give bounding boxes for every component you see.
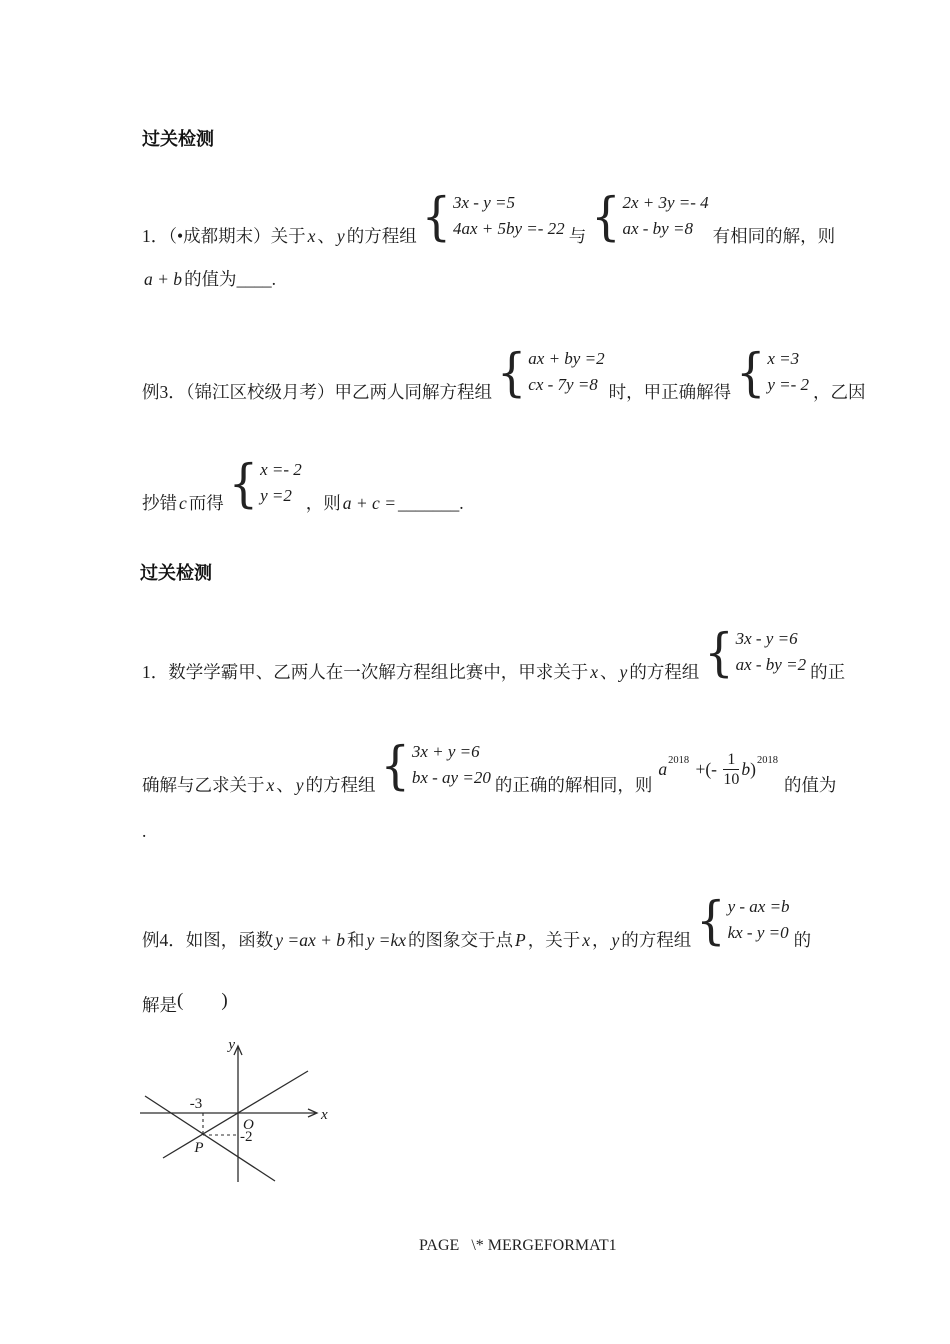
line-y-equals-kx <box>163 1071 308 1158</box>
equation-row: y =2 <box>260 486 292 505</box>
text-run: 、 <box>276 775 294 795</box>
math-var-x: x <box>590 662 599 682</box>
text-run: 的方程组 <box>346 226 417 246</box>
example3-line2 <box>142 452 464 515</box>
text-run: 而得 <box>188 493 224 513</box>
fraction-numerator: 1 <box>723 750 739 770</box>
text-run: 1．数学学霸甲、乙两人在一次解方程组比赛中，甲求关于 <box>142 662 589 682</box>
math-var-a: a <box>658 759 668 779</box>
math-run: a + b <box>144 269 183 289</box>
x-axis-label: x <box>321 1107 328 1123</box>
equation-row: 4ax + 5by =- 22 <box>452 219 565 238</box>
text-run: 的值为 <box>184 269 237 289</box>
equation-row: ax - by =8 <box>622 219 693 238</box>
example3-line1 <box>142 341 866 404</box>
page-footer-field: PAGE \* MERGEFORMAT1 <box>419 1237 617 1254</box>
text-run: 和 <box>347 930 365 950</box>
text-run: 与 <box>568 226 587 246</box>
problem2-line3 <box>142 820 146 843</box>
answer-blank: ____ <box>236 269 272 289</box>
math-run: +(- <box>691 759 722 779</box>
equation-system-7 <box>380 734 491 796</box>
text-run: . <box>271 269 276 289</box>
equation-row: x =- 2 <box>260 460 302 479</box>
math-run: y =kx <box>366 930 407 950</box>
y-axis-label: y <box>228 1037 235 1053</box>
text-run: 、 <box>317 226 335 246</box>
power-expression <box>658 750 780 789</box>
equation-system-5 <box>228 452 302 514</box>
equation-row: ax - by =2 <box>735 655 807 674</box>
answer-parentheses: ( ) <box>177 990 228 1011</box>
text-run: ，乙因 <box>813 382 866 402</box>
text-run: 的方程组 <box>629 662 700 682</box>
math-var-y: y <box>619 662 628 682</box>
equation-row: x =3 <box>767 349 800 368</box>
x-coordinate-label: -3 <box>189 1096 203 1112</box>
example4-line1 <box>142 889 812 952</box>
equation-row: y =- 2 <box>767 375 810 394</box>
left-brace: { <box>228 452 259 514</box>
math-var-y: y <box>336 226 345 246</box>
text-run: ， <box>592 930 610 950</box>
equation-row: y - ax =b <box>727 897 790 916</box>
text-run: 例4．如图，函数 <box>142 930 274 950</box>
text-run: 1．（•成都期末）关于 <box>142 226 306 246</box>
text-run: 的方程组 <box>305 775 376 795</box>
left-brace: { <box>704 621 734 683</box>
text-run: 的图象交于点 <box>408 930 514 950</box>
left-brace: { <box>380 734 410 796</box>
y-coordinate-label: -2 <box>240 1129 253 1145</box>
left-brace: { <box>497 341 527 403</box>
text-run: 的方程组 <box>621 930 692 950</box>
equation-row: 3x - y =5 <box>452 193 515 212</box>
text-run: 解是 <box>142 995 177 1015</box>
line-y-equals-ax-plus-b <box>145 1096 275 1181</box>
fraction <box>723 750 739 789</box>
fraction-denominator: 10 <box>723 771 740 788</box>
answer-blank: _______ <box>398 493 460 513</box>
exponent: 2018 <box>756 755 778 766</box>
equation-system-6 <box>704 621 807 683</box>
text-run: . <box>142 821 147 841</box>
text-run: 的正 <box>810 662 846 682</box>
text-run: ，则 <box>305 493 341 513</box>
section-heading-2: 过关检测 <box>140 563 212 583</box>
text-run: 的值为 <box>783 775 837 795</box>
math-var-x: x <box>582 930 591 950</box>
origin-label: O <box>243 1117 254 1133</box>
equation-system-1 <box>421 185 565 247</box>
text-run: 的正确的解相同，则 <box>494 775 653 795</box>
math-var-x: x <box>266 775 275 795</box>
text-run: . <box>459 493 464 513</box>
section-heading-1: 过关检测 <box>142 129 214 149</box>
text-run: 时，甲正确解得 <box>608 382 732 402</box>
equation-row: kx - y =0 <box>727 923 789 942</box>
math-var-p: P <box>515 930 526 950</box>
math-run: a + c = <box>342 493 397 513</box>
text-run: 有相同的解，则 <box>712 226 836 246</box>
equation-row: 3x - y =6 <box>735 629 798 648</box>
problem2-line1 <box>142 621 846 684</box>
math-run: ) <box>750 759 756 779</box>
math-run: y =ax + b <box>275 930 346 950</box>
text-run: 抄错 <box>142 493 177 513</box>
equation-system-2 <box>591 185 709 247</box>
left-brace: { <box>421 185 451 247</box>
problem1-line2 <box>142 268 276 291</box>
math-var-b: b <box>741 759 751 779</box>
function-graph <box>132 1030 402 1205</box>
math-var-x: x <box>307 226 316 246</box>
math-var-y: y <box>611 930 620 950</box>
exponent: 2018 <box>668 755 690 766</box>
text-run: 确解与乙求关于 <box>142 775 265 795</box>
example4-line2 <box>142 990 228 1017</box>
math-var-c: c <box>179 493 187 513</box>
problem2-line2 <box>142 734 837 797</box>
equation-row: 2x + 3y =- 4 <box>622 193 709 212</box>
equation-row: cx - 7y =8 <box>528 375 598 394</box>
equation-system-3 <box>497 341 605 403</box>
problem1-line1 <box>142 185 836 248</box>
text-run: 的 <box>793 930 812 950</box>
text-run: ，关于 <box>527 930 581 950</box>
equation-row: ax + by =2 <box>528 349 605 368</box>
equation-system-4 <box>736 341 810 403</box>
math-var-y: y <box>295 775 304 795</box>
left-brace: { <box>591 185 621 247</box>
point-p-label: P <box>194 1140 204 1156</box>
equation-row: bx - ay =20 <box>411 768 491 787</box>
left-brace: { <box>736 341 766 403</box>
equation-row: 3x + y =6 <box>411 742 480 761</box>
equation-system-8 <box>696 889 790 951</box>
left-brace: { <box>696 889 726 951</box>
text-run: 例3．（锦江区校级月考）甲乙两人同解方程组 <box>142 382 492 402</box>
text-run: 、 <box>600 662 618 682</box>
